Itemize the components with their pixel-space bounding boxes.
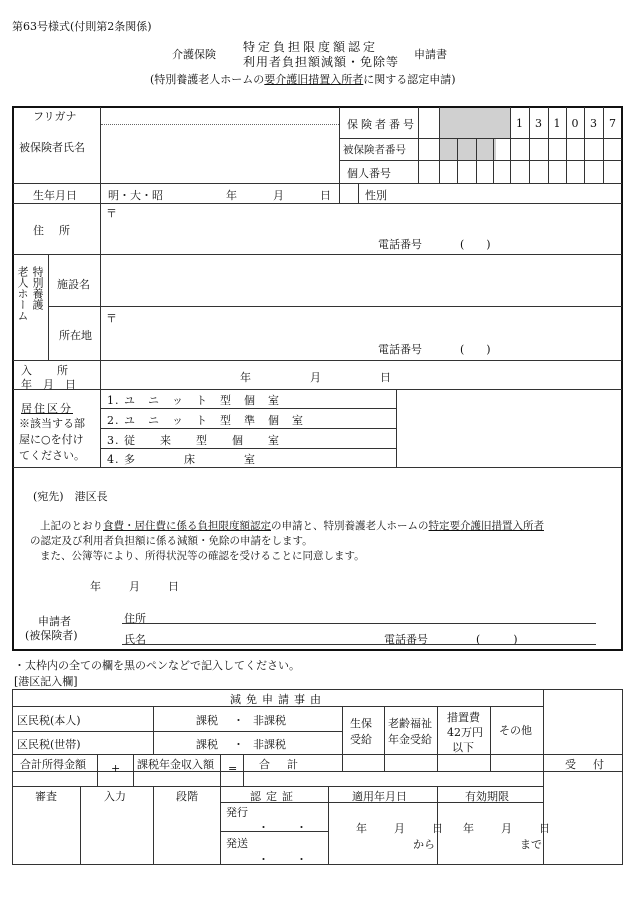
residence-note-2: 屋に○を付け (19, 433, 84, 446)
birth-day: 日 (320, 189, 331, 202)
birth-year: 年 (226, 189, 237, 202)
insurer-no-label: 保険者番号 (347, 118, 417, 131)
facility-location-label: 所在地 (59, 329, 92, 342)
sex-label: 性別 (365, 189, 387, 202)
received-label: 受 付 (565, 758, 607, 771)
residence-option: 4. 多 床 室 (107, 453, 256, 466)
from-label: から (413, 838, 435, 851)
fill-note: ・太枠内の全ての欄を黒のペンなどで記入してください。 (14, 659, 300, 672)
tax-self-label: 区民税(本人) (17, 714, 81, 727)
admission-l1: 入 所 (21, 364, 69, 377)
title-mid1: 特定負担限度額認定 (243, 40, 379, 54)
until-label: まで (520, 838, 542, 851)
measure-1: 措置費 (447, 711, 480, 724)
insurer-digit: 3 (535, 116, 542, 130)
insured-name-label: 被保険者氏名 (19, 141, 85, 154)
subtitle: (特別養護老人ホームの要介護旧措置入所者に関する認定申請) (150, 73, 456, 86)
residence-option: 1. ユ ニ ッ ト 型 個 室 (107, 394, 280, 407)
residence-option: 2. ユ ニ ッ ト 型 準 個 室 (107, 414, 304, 427)
declaration-p3: また、公簿等により、所得状況等の確認を受けることに同意します。 (40, 550, 365, 562)
facility-group-1: 老人ホーム (16, 266, 29, 321)
valid-until-label: 有効期限 (465, 790, 509, 803)
facility-group-2: 特別養護 (31, 266, 44, 310)
admission-month: 月 (310, 371, 321, 384)
plus-sign: + (111, 762, 121, 775)
insurer-digit: 3 (590, 116, 597, 130)
measure-3: 以下 (452, 741, 474, 754)
dot-1: ・ (233, 714, 244, 727)
insurer-digit: 1 (516, 116, 523, 130)
equals-sign: = (228, 762, 238, 775)
facility-name-label: 施設名 (57, 278, 90, 291)
address-postal: 〒 (106, 207, 117, 220)
facility-phone: 電話番号 (378, 343, 422, 356)
taxable-pension-label: 課税年金収入額 (137, 758, 214, 771)
declaration-date: 年 月 日 (90, 580, 181, 593)
admission-year: 年 (240, 371, 251, 384)
other-label: その他 (499, 724, 532, 737)
review-label: 審査 (35, 790, 57, 803)
total-label: 合 計 (259, 758, 301, 771)
tax-household-label: 区民税(世帯) (17, 738, 81, 751)
personal-no-label: 個人番号 (347, 167, 391, 180)
taxed-2: 課税 (196, 738, 218, 751)
issue-label: 発行 (226, 806, 248, 819)
residence-option: 3. 従 来 型 個 室 (107, 434, 280, 447)
eras: 明・大・昭 (108, 189, 163, 202)
residence-label: 居住区分 (21, 402, 73, 415)
stage-label: 段階 (176, 790, 198, 803)
form-id: 第63号様式(付則第2条関係) (12, 20, 152, 33)
address-label: 住 所 (33, 224, 72, 237)
untaxed-1: 非課税 (253, 714, 286, 727)
birth-month: 月 (273, 189, 284, 202)
valid-ymd: 年 月 日 (463, 822, 558, 835)
birthdate-label: 生年月日 (33, 189, 77, 202)
send-dots: ・ ・ (258, 853, 315, 866)
residence-note-1: ※該当する部 (19, 417, 85, 430)
addressee: (宛先) 港区長 (33, 490, 108, 503)
reason-header: 減免申請事由 (230, 693, 326, 706)
address-phone-paren: ( ) (460, 238, 491, 251)
pension-2: 年金受給 (388, 733, 432, 746)
insured-no-label: 被保険者番号 (343, 144, 406, 156)
insurer-digit: 1 (553, 116, 561, 130)
issue-dots: ・ ・ (258, 821, 315, 834)
welfare-2: 受給 (350, 733, 372, 746)
residence-note-3: てください。 (19, 449, 85, 462)
apply-ymd: 年 月 日 (356, 822, 451, 835)
sign-phone-label: 電話番号 (384, 633, 428, 646)
total-income-label: 合計所得金額 (20, 758, 86, 771)
untaxed-2: 非課税 (253, 738, 286, 751)
facility-phone-paren: ( ) (460, 343, 491, 356)
sign-phone-paren: ( ) (476, 633, 518, 646)
insurer-digit: 7 (609, 116, 616, 130)
measure-2: 42万円 (447, 726, 483, 739)
cert-label: 認定証 (250, 790, 298, 803)
input-label: 入力 (104, 790, 126, 803)
sign-address-label: 住所 (124, 612, 146, 625)
applicant-label-1: 申請者 (38, 615, 71, 628)
welfare-1: 生保 (350, 717, 372, 730)
sign-name-label: 氏名 (124, 633, 146, 646)
title-right: 申請書 (414, 48, 447, 61)
declaration-p2: の認定及び利用者負担額に係る減額・免除の申請をします。 (30, 535, 313, 547)
admission-l2: 年 月 日 (21, 378, 76, 391)
taxed-1: 課税 (196, 714, 218, 727)
title-mid2: 利用者負担額減額・免除等 (243, 55, 400, 69)
apply-date-label: 適用年月日 (352, 790, 407, 803)
admission-day: 日 (380, 371, 391, 384)
title-left: 介護保険 (172, 48, 216, 61)
pension-1: 老齢福祉 (388, 717, 432, 730)
office-label: [港区記入欄] (14, 675, 78, 688)
facility-postal: 〒 (106, 312, 117, 325)
furigana-label: フリガナ (33, 110, 77, 123)
declaration-p1: 上記のとおり食費・居住費に係る負担限度額認定の申請と、特別養護老人ホームの特定要介護旧措置入所者 (40, 520, 544, 532)
send-label: 発送 (226, 837, 248, 850)
applicant-label-2: (被保険者) (25, 629, 78, 642)
insurer-digit: 0 (571, 116, 579, 130)
dot-2: ・ (233, 738, 244, 751)
address-phone: 電話番号 (378, 238, 422, 251)
